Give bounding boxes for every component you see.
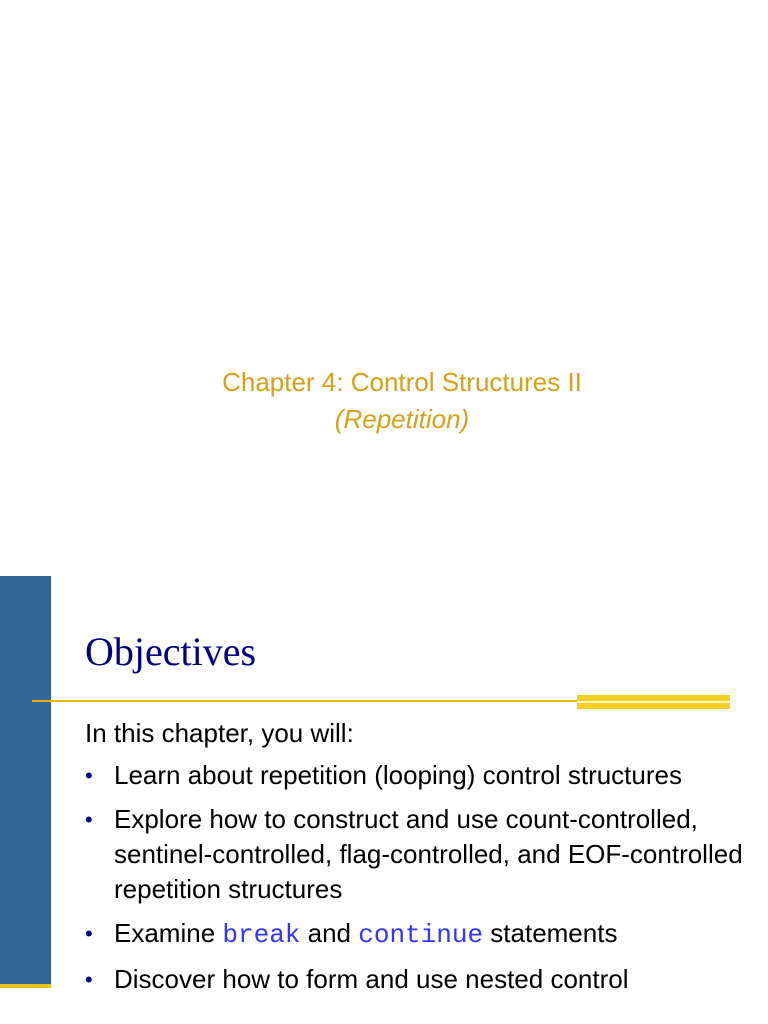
objectives-intro: In this chapter, you will: [85, 718, 354, 748]
side-bar-accent [0, 984, 51, 988]
objectives-slide [0, 576, 768, 1024]
heading-divider-accent [577, 695, 730, 709]
objectives-list [85, 758, 745, 997]
objective-text-mid: and [300, 918, 359, 948]
chapter-subtitle: (Repetition) [334, 404, 470, 434]
chapter-title: Chapter 4: Control Structures II [222, 367, 582, 397]
objective-text: Discover how to form and use nested control [114, 964, 629, 994]
objective-item [85, 962, 745, 997]
objectives-body [85, 716, 745, 1006]
objective-item [85, 758, 745, 793]
objective-text: Learn about repetition (looping) control structures [114, 760, 682, 790]
side-bar [0, 576, 51, 988]
code-keyword-break: break [222, 920, 301, 950]
objectives-heading: Objectives [85, 629, 257, 674]
objective-text: Explore how to construct and use count-controlled, sentinel-controlled, flag-controlled, and EOF-controlled repetition structures [114, 804, 743, 904]
objective-text-pre: Examine [114, 918, 223, 948]
objective-item [85, 802, 745, 907]
objective-text-post: statements [483, 918, 618, 948]
title-block [0, 364, 768, 438]
code-keyword-continue: continue [358, 920, 484, 950]
objective-item [85, 916, 745, 953]
